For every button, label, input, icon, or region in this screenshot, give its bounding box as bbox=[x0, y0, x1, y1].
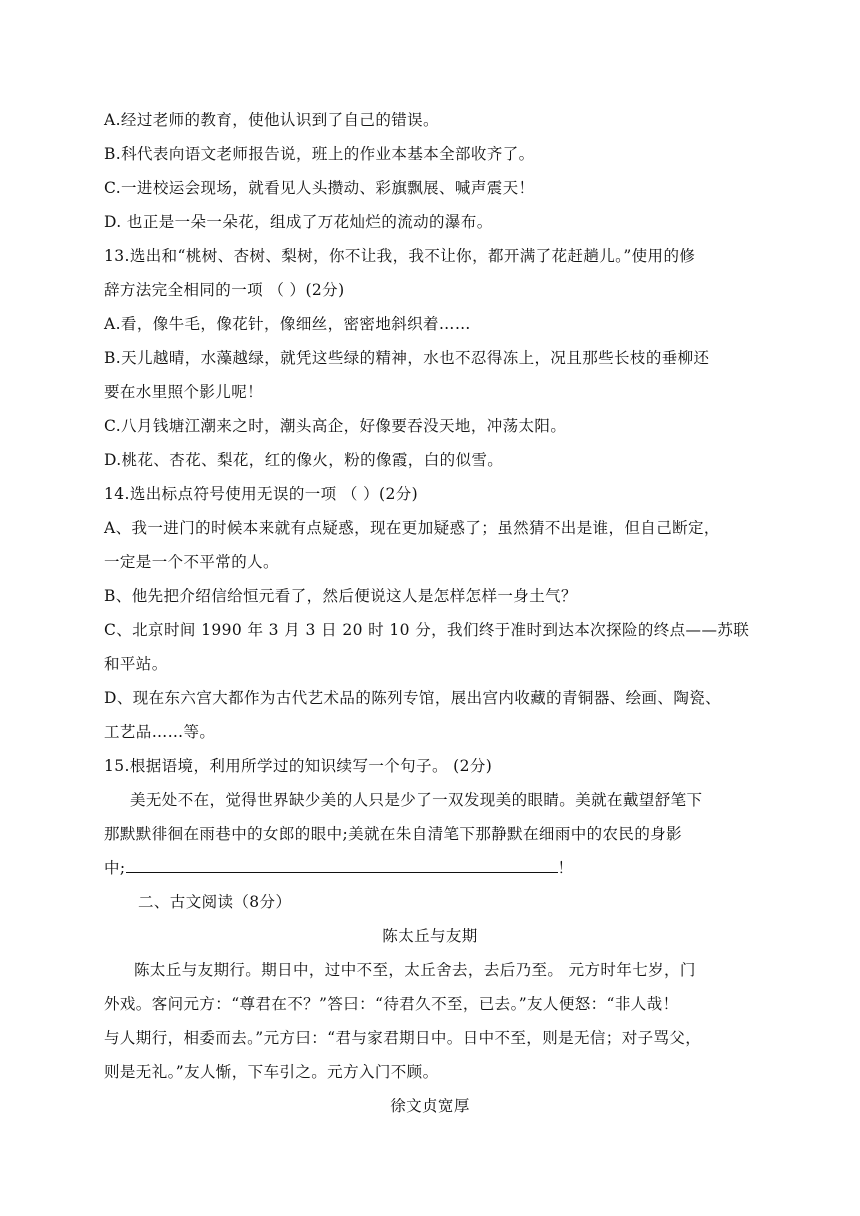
passage-title-2: 徐文贞宽厚 bbox=[390, 1097, 470, 1115]
q12-option-a: A.经过老师的教育，使他认识到了自己的错误。 bbox=[104, 111, 439, 129]
q13-option-b-line2: 要在水里照个影儿呢！ bbox=[104, 383, 264, 401]
q14-option-b: B、他先把介绍信给恒元看了，然后便说这人是怎样怎样一身土气？ bbox=[104, 587, 577, 605]
q12-option-b: B.科代表向语文老师报告说，班上的作业本基本全部收齐了。 bbox=[104, 145, 535, 163]
passage-line-4: 则是无礼。”友人惭，下车引之。元方入门不顾。 bbox=[104, 1063, 439, 1081]
q13-stem-line1: 13.选出和“桃树、杏树、梨树，你不让我，我不让你，都开满了花赶趟儿。”使用的修 bbox=[104, 247, 696, 265]
q15-stem: 15.根据语境，利用所学过的知识续写一个句子。 (2分) bbox=[104, 757, 493, 775]
passage-line-3: 与人期行，相委而去。”元方曰：“君与家君期日中。日中不至，则是无信；对子骂父， bbox=[104, 1029, 702, 1047]
answer-blank[interactable] bbox=[126, 858, 558, 873]
q15-answer-line bbox=[104, 858, 573, 878]
q13-option-b-line1: B.天儿越晴，水藻越绿，就凭这些绿的精神，水也不忍得冻上，况且那些长枝的垂柳还 bbox=[104, 349, 710, 367]
q12-option-d: D. 也正是一朵一朵花，组成了万花灿烂的流动的瀑布。 bbox=[104, 213, 493, 231]
passage-title-1: 陈太丘与友期 bbox=[382, 927, 478, 945]
q14-option-d-line1: D、现在东六宫大都作为古代艺术品的陈列专馆，展出宫内收藏的青铜器、绘画、陶瓷、 bbox=[104, 689, 722, 707]
passage-line-1: 陈太丘与友期行。期日中，过中不至，太丘舍去，去后乃至。 元方时年七岁，门 bbox=[134, 961, 696, 979]
q14-option-a-line2: 一定是一个不平常的人。 bbox=[104, 553, 279, 571]
q13-option-d: D.桃花、杏花、梨花，红的像火，粉的像霞，白的似雪。 bbox=[104, 451, 504, 469]
q14-option-d-line2: 工艺品……等。 bbox=[104, 723, 216, 741]
q12-option-c: C.一进校运会现场，就看见人头攒动、彩旗飘展、喊声震天！ bbox=[104, 179, 535, 197]
q14-option-c-line1: C、北京时间 1990 年 3 月 3 日 20 时 10 分，我们终于准时到达本次探险的终点——苏联 bbox=[104, 621, 750, 639]
q15-line3-prefix: 中; bbox=[104, 859, 126, 877]
q14-stem: 14.选出标点符号使用无误的一项 （ ）(2分) bbox=[104, 485, 419, 503]
section-heading: 二、古文阅读（8分） bbox=[138, 893, 292, 911]
q14-option-a-line1: A、我一进门的时候本来就有点疑惑，现在更加疑惑了；虽然猜不出是谁，但自己断定， bbox=[104, 519, 720, 537]
q13-option-a: A.看，像牛毛，像花针，像细丝，密密地斜织着…… bbox=[104, 315, 471, 333]
q13-stem-line2: 辞方法完全相同的一项 （ ）(2分) bbox=[104, 281, 345, 299]
q15-context-line2: 那默默徘徊在雨巷中的女郎的眼中;美就在朱自清笔下那静默在细雨中的农民的身影 bbox=[104, 825, 683, 843]
q15-context-line1: 美无处不在，觉得世界缺少美的人只是少了一双发现美的眼睛。美就在戴望舒笔下 bbox=[130, 791, 703, 809]
q15-line3-suffix: ！ bbox=[557, 859, 574, 877]
passage-line-2: 外戏。客问元方：“尊君在不？”答曰：“待君久不至，已去。”友人便怒：“非人哉！ bbox=[104, 995, 679, 1013]
q14-option-c-line2: 和平站。 bbox=[104, 655, 168, 673]
q13-option-c: C.八月钱塘江潮来之时，潮头高企，好像要吞没天地，冲荡太阳。 bbox=[104, 417, 567, 435]
